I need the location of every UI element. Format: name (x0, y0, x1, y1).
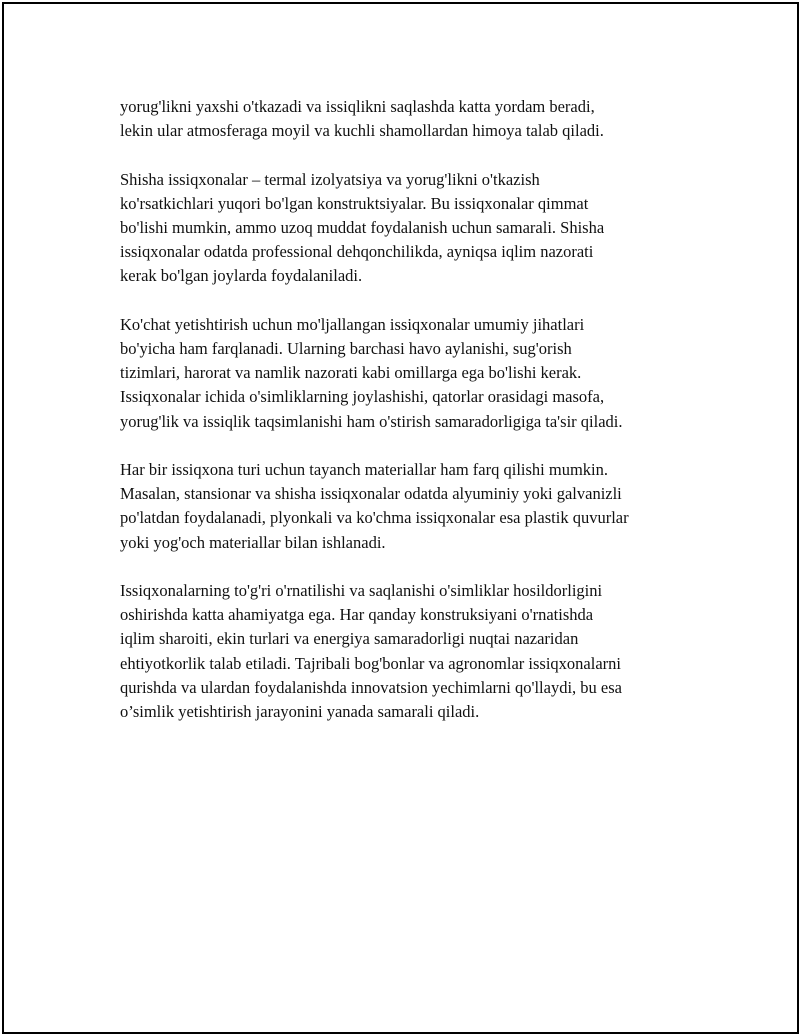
text-line: iqlim sharoiti, ekin turlari va energiya samaradorligi nuqtai nazaridan (120, 629, 579, 649)
text-line: issiqxonalar odatda professional dehqonchilikda, ayniqsa iqlim nazorati (120, 242, 594, 262)
text-line: po'latdan foydalanadi, plyonkali va ko'chma issiqxonalar esa plastik quvurlar (120, 508, 629, 528)
text-line: bo'yicha ham farqlanadi. Ularning barchasi havo aylanishi, sug'orish (120, 339, 572, 358)
text-line: oshirishda katta ahamiyatga ega. Har qanday konstruksiyani o'rnatishda (120, 605, 594, 625)
paragraph (120, 313, 700, 434)
text-line: bo'lishi mumkin, ammo uzoq muddat foydalanish uchun samarali. Shisha (120, 218, 605, 237)
text-line: kerak bo'lgan joylarda foydalaniladi. (120, 266, 363, 286)
text-line: tizimlari, harorat va namlik nazorati kabi omillarga ega bo'lishi kerak. (120, 363, 582, 383)
document-page (2, 2, 799, 1034)
text-line: Shisha issiqxonalar – termal izolyatsiya va yorug'likni o'tkazish (120, 169, 540, 189)
paragraph (120, 95, 700, 143)
document-body (120, 95, 700, 748)
text-line: yorug'lik va issiqlik taqsimlanishi ham o'stirish samaradorligiga ta'sir qiladi. (120, 411, 623, 431)
paragraph (120, 168, 700, 289)
text-line: yoki yog'och materiallar bilan ishlanadi. (120, 532, 386, 552)
text-line: qurishda va ulardan foydalanishda innovatsion yechimlarni qo'llaydi, bu esa (120, 677, 622, 697)
paragraph (120, 579, 700, 724)
text-line: lekin ular atmosferaga moyil va kuchli shamollardan himoya talab qiladi. (120, 121, 604, 141)
text-line: Har bir issiqxona turi uchun tayanch materiallar ham farq qilishi mumkin. (120, 460, 608, 479)
text-line: ko'rsatkichlari yuqori bo'lgan konstruktsiyalar. Bu issiqxonalar qimmat (120, 193, 589, 213)
text-line: Issiqxonalar ichida o'simliklarning joylashishi, qatorlar orasidagi masofa, (120, 387, 605, 407)
text-line: ehtiyotkorlik talab etiladi. Tajribali bog'bonlar va agronomlar issiqxonalarni (120, 653, 621, 673)
text-line: Masalan, stansionar va shisha issiqxonalar odatda alyuminiy yoki galvanizli (120, 484, 622, 504)
text-line: yorug'likni yaxshi o'tkazadi va issiqlikni saqlashda katta yordam beradi, (120, 97, 595, 116)
paragraph (120, 458, 700, 555)
text-line: Ko'chat yetishtirish uchun mo'ljallangan issiqxonalar umumiy jihatlari (120, 314, 585, 334)
text-line: o’simlik yetishtirish jarayonini yanada samarali qiladi. (120, 702, 480, 722)
text-line: Issiqxonalarning to'g'ri o'rnatilishi va saqlanishi o'simliklar hosildorligini (120, 581, 603, 600)
